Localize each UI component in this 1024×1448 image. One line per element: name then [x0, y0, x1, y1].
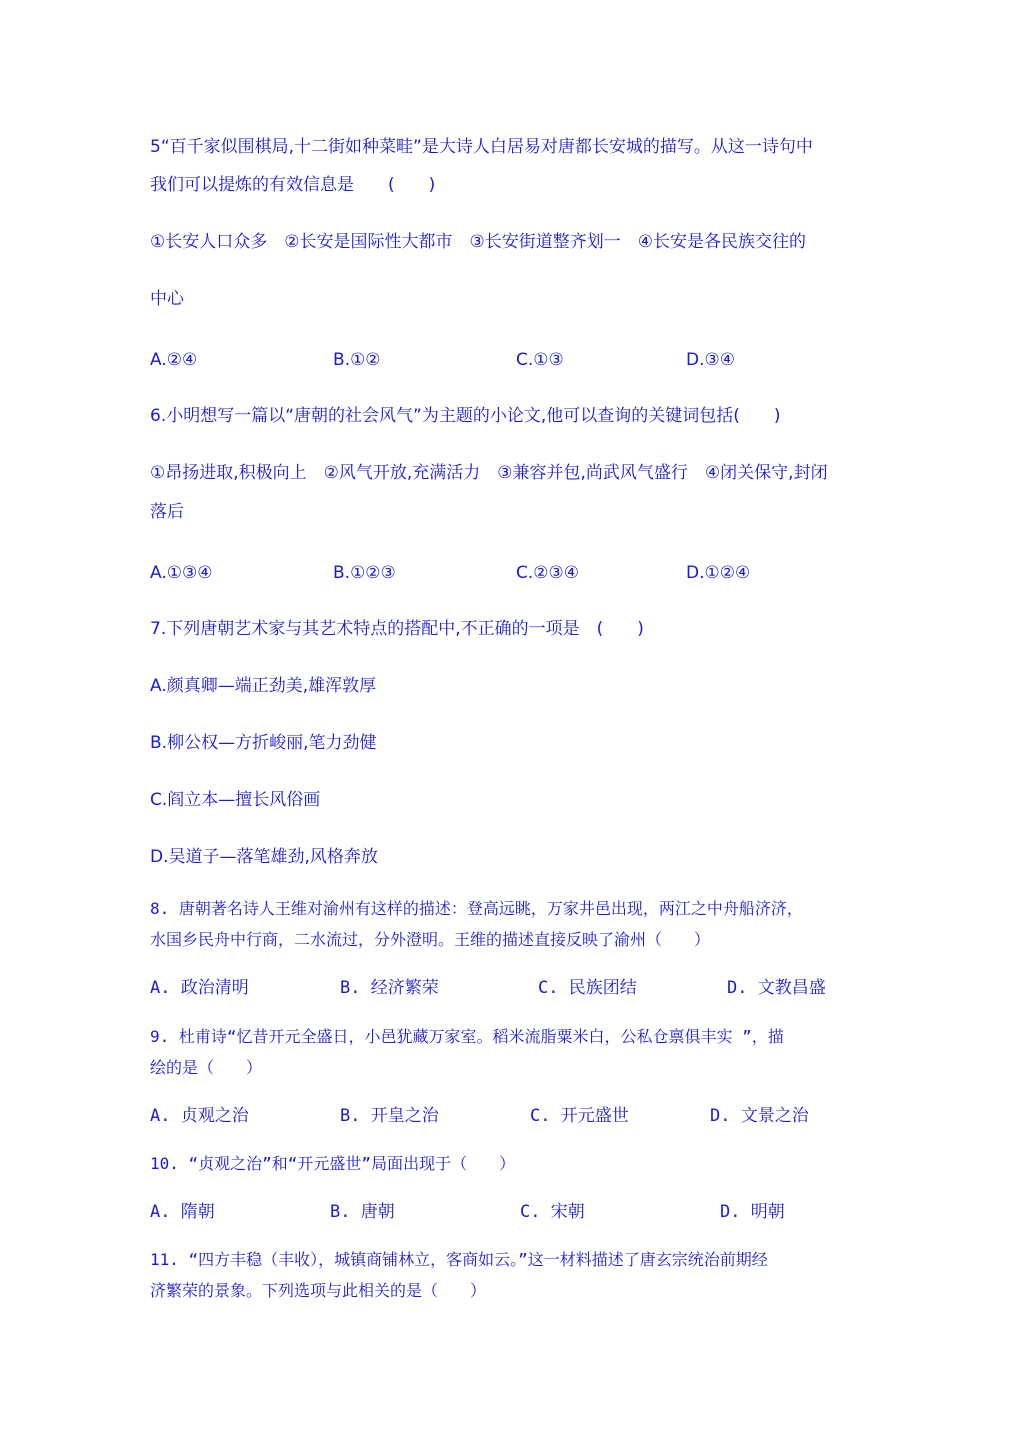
q10-option-b: B. 唐朝	[330, 1202, 395, 1222]
q11-stem-line2: 济繁荣的景象。下列选项与此相关的是（ ）	[150, 1281, 487, 1300]
q10-option-c: C. 宋朝	[520, 1202, 585, 1222]
q5-items-line2: 中心	[150, 289, 184, 309]
q9-option-d: D. 文景之治	[710, 1106, 809, 1126]
q5-stem-line2: 我们可以提炼的有效信息是 ( )	[150, 175, 436, 195]
q8-option-d: D. 文教昌盛	[727, 978, 826, 998]
q5-option-b: B.①②	[333, 350, 381, 370]
q10-option-d: D. 明朝	[720, 1202, 785, 1222]
q5-option-d: D.③④	[686, 350, 735, 370]
q5-option-c: C.①③	[516, 350, 564, 370]
q6-items-line2: 落后	[150, 502, 184, 522]
q5-option-a: A.②④	[150, 350, 198, 370]
q6-stem-line1: 6.小明想写一篇以“唐朝的社会风气”为主题的小论文,他可以查询的关键词包括( )	[150, 406, 781, 426]
q9-option-b: B. 开皇之治	[340, 1106, 439, 1126]
q8-option-b: B. 经济繁荣	[340, 978, 439, 998]
q6-option-a: A.①③④	[150, 563, 213, 583]
q9-option-c: C. 开元盛世	[530, 1106, 629, 1126]
q7-option-b: B.柳公权—方折峻丽,笔力劲健	[150, 733, 377, 753]
q9-stem-line2: 绘的是（ ）	[150, 1058, 263, 1077]
q6-option-b: B.①②③	[333, 563, 396, 583]
q7-option-a: A.颜真卿—端正劲美,雄浑敦厚	[150, 676, 377, 696]
q6-option-c: C.②③④	[516, 563, 579, 583]
q10-stem-line1: 10. “贞观之治”和“开元盛世”局面出现于（ ）	[150, 1154, 516, 1173]
q10-option-a: A. 隋朝	[150, 1202, 215, 1222]
q7-option-c: C.阎立本—擅长风俗画	[150, 790, 321, 810]
q8-stem-line2: 水国乡民舟中行商，二水流过，分外澄明。王维的描述直接反映了渝州（ ）	[150, 930, 711, 949]
q9-stem-line1: 9. 杜甫诗“忆昔开元全盛日，小邑犹藏万家室。稻米流脂粟米白，公私仓禀俱丰实 ”，描	[150, 1027, 784, 1046]
q8-option-c: C. 民族团结	[538, 978, 637, 998]
q7-stem-line1: 7.下列唐朝艺术家与其艺术特点的搭配中,不正确的一项是 ( )	[150, 619, 644, 639]
q5-items-line1: ①长安人口众多 ②长安是国际性大都市 ③长安街道整齐划一 ④长安是各民族交往的	[150, 232, 806, 252]
q6-option-d: D.①②④	[686, 563, 751, 583]
q6-items-line1: ①昂扬进取,积极向上 ②风气开放,充满活力 ③兼容并包,尚武风气盛行 ④闭关保守,封闭	[150, 463, 828, 483]
q9-option-a: A. 贞观之治	[150, 1106, 249, 1126]
q8-stem-line1: 8. 唐朝著名诗人王维对渝州有这样的描述：登高远眺，万家井邑出现，两江之中舟船济济，	[150, 899, 803, 918]
q5-stem-line1: 5“百千家似围棋局,十二街如种菜畦”是大诗人白居易对唐都长安城的描写。从这一诗句中	[150, 137, 813, 157]
q7-option-d: D.吴道子—落笔雄劲,风格奔放	[150, 847, 378, 867]
q11-stem-line1: 11. “四方丰稳（丰收），城镇商铺林立，客商如云。”这一材料描述了唐玄宗统治前期经	[150, 1250, 768, 1269]
q8-option-a: A. 政治清明	[150, 978, 249, 998]
